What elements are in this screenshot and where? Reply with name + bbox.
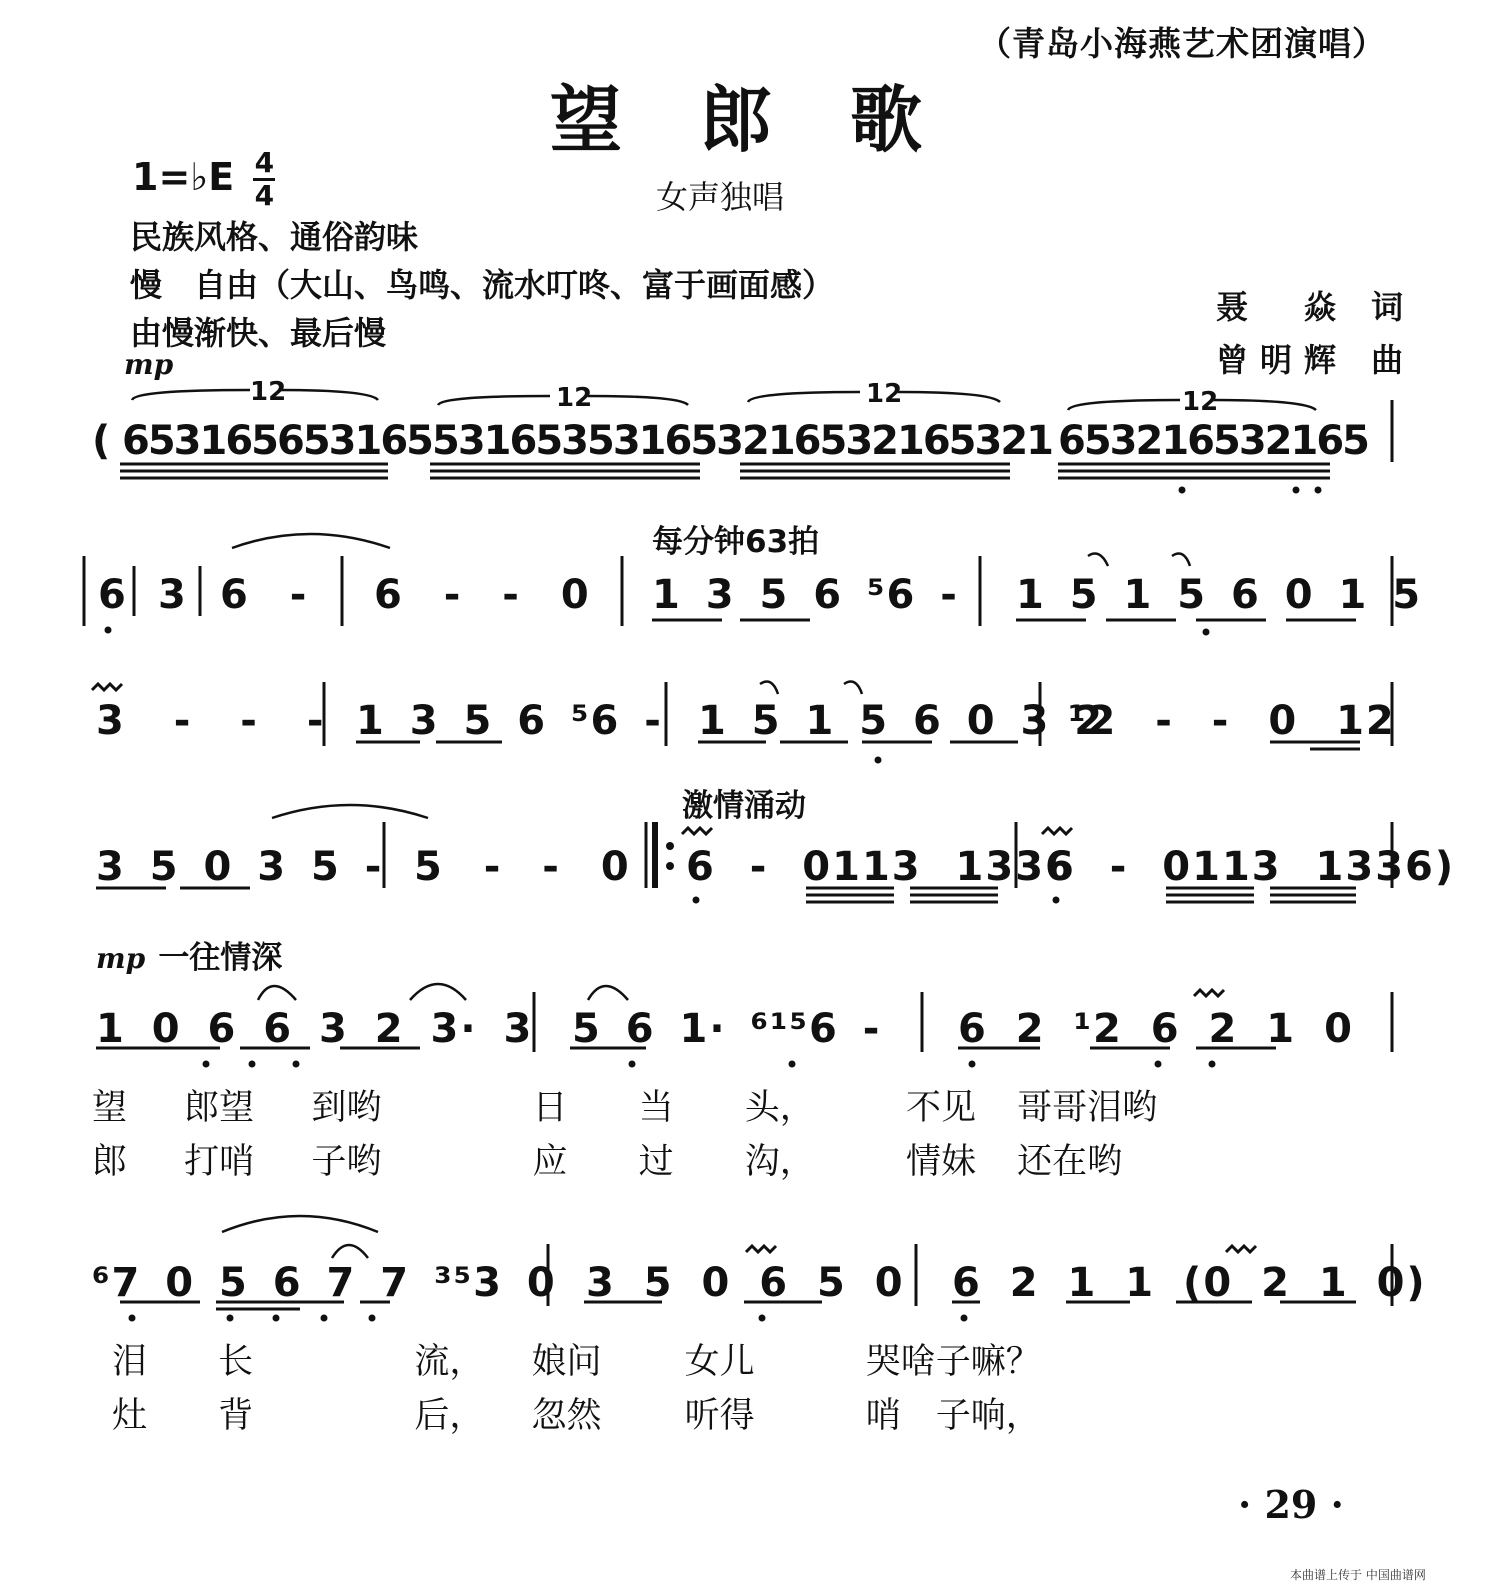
tuplet-number: 12 <box>866 379 903 409</box>
tuplet-number: 12 <box>1182 387 1219 417</box>
lyric: 郎 <box>92 1142 128 1182</box>
measure: 3 5 0 3 5 - <box>96 844 384 890</box>
style-marking: 民族风格、通俗韵味 <box>130 218 419 256</box>
composer: 曾明辉 曲 <box>1216 341 1416 379</box>
octave-dot <box>105 627 112 634</box>
slur <box>410 984 466 1000</box>
measure: 6 - - 0 <box>374 572 591 618</box>
lyric: 后， <box>414 1396 485 1436</box>
octave-dot <box>1315 487 1322 494</box>
repeat-dot <box>666 862 674 870</box>
measure: 653165653165 <box>122 418 432 464</box>
tempo-expression: 激情涌动 <box>682 788 806 824</box>
lyric: 过 <box>638 1142 674 1182</box>
measure: 1 3 5 6 ⁵6 - <box>652 572 959 618</box>
lyric: 灶 <box>112 1396 148 1436</box>
lyric: 哨 子响， <box>865 1396 1041 1436</box>
octave-dot <box>227 1315 234 1322</box>
expression-text: 一往情深 <box>158 940 283 976</box>
octave-dot <box>1155 1061 1162 1068</box>
time-top: 4 <box>254 146 275 179</box>
slur <box>1172 554 1190 566</box>
measure: 531653531653 <box>432 418 742 464</box>
measure: ¹2 - - 0 12 <box>1068 698 1396 744</box>
lyrics-verse1 <box>112 1334 1041 1384</box>
dynamic-mp: mp <box>96 942 146 975</box>
lyric: 背 <box>218 1396 254 1436</box>
measure: 1 0 6 6 3 2 3· 3 <box>96 1006 534 1052</box>
section-expression <box>96 932 282 977</box>
lyrics-verse1 <box>92 1080 1157 1130</box>
performer-credit: （青岛小海燕艺术团演唱） <box>978 24 1386 63</box>
slur <box>1088 554 1108 566</box>
trill-icon <box>1194 990 1224 996</box>
time-bottom: 4 <box>254 179 275 212</box>
measure: 1 5 1 5 6 0 1 5 <box>1016 572 1423 618</box>
octave-dot <box>1203 629 1210 636</box>
open-paren: ( <box>92 418 109 464</box>
lyric: 听得 <box>684 1396 755 1436</box>
tuplet-number: 12 <box>250 377 287 407</box>
measure: ⁶7 0 5 6 7 7 ³⁵3 0 <box>92 1260 557 1306</box>
tempo-change-marking: 由慢渐快、最后慢 <box>130 314 387 352</box>
performance-type: 女声独唱 <box>656 178 785 216</box>
octave-dot <box>203 1061 210 1068</box>
trill-icon <box>682 828 712 834</box>
octave-dot <box>273 1315 280 1322</box>
lyric: 头， <box>744 1088 815 1128</box>
measure: 1 5 1 5 6 0 3 2 <box>698 698 1105 744</box>
measure: 6 2 1 1 (0 2 1 0) <box>952 1260 1427 1306</box>
measure: 3 5 0 6 5 0 <box>586 1260 905 1306</box>
lyric: 应 <box>532 1142 568 1182</box>
octave-dot <box>1293 487 1300 494</box>
tie <box>272 805 428 818</box>
lyric: 不见 <box>905 1088 976 1128</box>
lyric: 娘问 <box>531 1342 602 1382</box>
lyric: 情妹 <box>905 1142 976 1182</box>
measure: 6 - 0113 1336 <box>686 844 1075 890</box>
slur <box>588 986 628 1000</box>
lyric: 当 <box>638 1088 674 1128</box>
octave-dot <box>1053 897 1060 904</box>
octave-dot <box>961 1315 968 1322</box>
slur <box>258 986 296 1000</box>
lyric: 打哨 <box>184 1142 255 1182</box>
repeat-dot <box>666 842 674 850</box>
octave-dot <box>693 897 700 904</box>
lyric: 流， <box>414 1342 485 1382</box>
measure: 5 6 1· ⁶¹⁵6 - <box>572 1006 882 1052</box>
measure: 3 <box>158 572 188 618</box>
lyric: 郎望 <box>184 1088 255 1128</box>
tempo-bpm: 每分钟63拍 <box>652 524 820 560</box>
octave-dot <box>369 1315 376 1322</box>
measure: 1 3 5 6 ⁵6 - <box>356 698 663 744</box>
slur <box>844 682 862 694</box>
lyric: 长 <box>218 1342 254 1382</box>
octave-dot <box>129 1315 136 1322</box>
measure: 6 - <box>220 572 309 618</box>
octave-dot <box>759 1315 766 1322</box>
octave-dot <box>293 1061 300 1068</box>
tuplet-number: 12 <box>556 383 593 413</box>
lyric: 泪 <box>112 1342 148 1382</box>
lyrics-verse2 <box>92 1134 1122 1184</box>
measure: 6 <box>98 572 128 618</box>
measure: 5 - - 0 <box>414 844 631 890</box>
lyric: 到哟 <box>311 1088 382 1128</box>
measure: 653216532165 <box>1058 418 1368 464</box>
measure: 6 2 ¹2 6 2 1 0 <box>958 1006 1354 1052</box>
octave-dot <box>629 1061 636 1068</box>
lyric: 沟， <box>744 1142 815 1182</box>
trill-icon <box>746 1246 776 1252</box>
lyricist: 聂 焱 词 <box>1216 288 1416 326</box>
lyric: 忽然 <box>531 1396 602 1436</box>
tie <box>232 534 390 548</box>
lyric: 子哟 <box>311 1142 382 1182</box>
lyric: 女儿 <box>684 1342 755 1382</box>
lyric: 哥哥泪哟 <box>1017 1088 1158 1128</box>
octave-dot <box>321 1315 328 1322</box>
octave-dot <box>969 1061 976 1068</box>
trill-icon <box>1226 1246 1256 1252</box>
lyric: 日 <box>532 1088 568 1128</box>
page-number: · 29 · <box>1238 1482 1344 1527</box>
lyric: 望 <box>92 1088 128 1128</box>
trill-icon <box>1042 828 1072 834</box>
song-title: 望郎歌 <box>550 77 1001 162</box>
octave-dot <box>249 1061 256 1068</box>
tie <box>222 1216 378 1232</box>
lyric: 还在哟 <box>1017 1142 1123 1182</box>
tempo-marking: 慢 自由（大山、鸟鸣、流水叮咚、富于画面感） <box>130 266 835 304</box>
site-footer: 本曲谱上传于 中国曲谱网 <box>1290 1568 1426 1582</box>
key-label: 1=♭E <box>132 155 235 199</box>
lyric: 哭啥子嘛？ <box>865 1342 1041 1382</box>
octave-dot <box>875 757 882 764</box>
measure: 216532165321 <box>742 418 1052 464</box>
dynamic-mp: mp <box>124 348 174 381</box>
measure: 6 - 0113 1336) <box>1046 844 1456 890</box>
slur <box>332 1245 368 1258</box>
octave-dot <box>1209 1061 1216 1068</box>
octave-dot <box>1179 487 1186 494</box>
measure: 3 - - - <box>96 698 326 744</box>
trill-icon <box>92 684 122 690</box>
slur <box>760 682 778 694</box>
lyrics-verse2 <box>112 1388 1041 1438</box>
octave-dot <box>789 1061 796 1068</box>
